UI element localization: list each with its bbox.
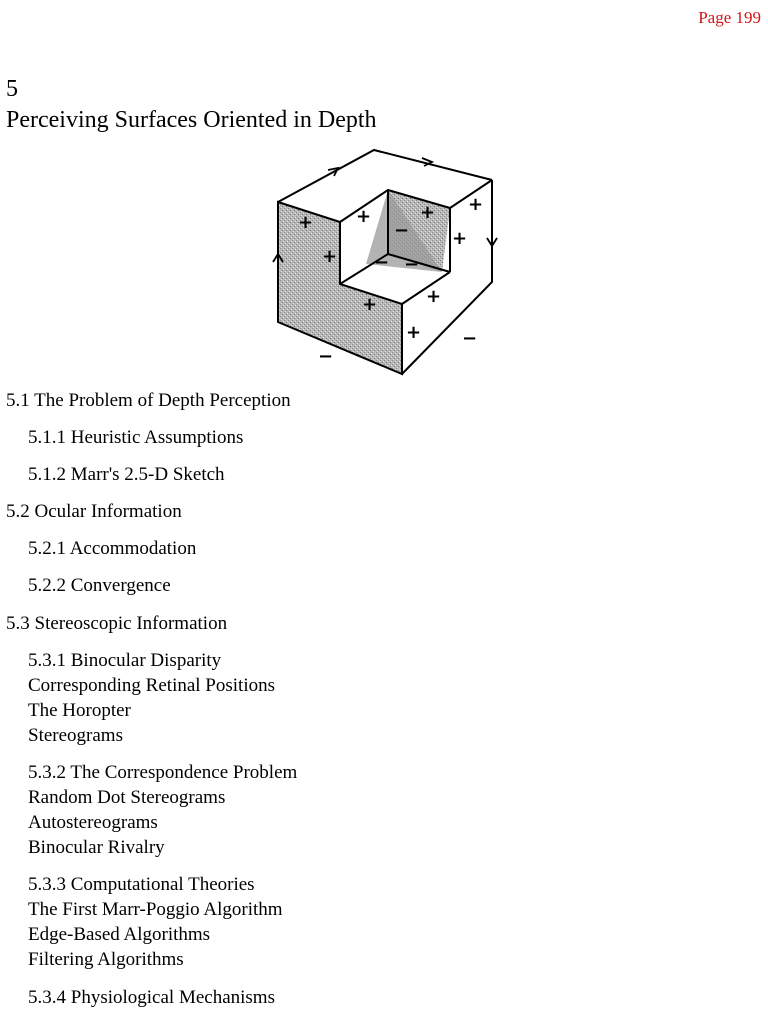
toc-topic[interactable]: Random Dot Stereograms (28, 787, 226, 808)
toc-subsection-5-3-3[interactable]: 5.3.3 Computational Theories (28, 874, 255, 895)
minus-label: − (374, 252, 390, 273)
toc-topic[interactable]: Filtering Algorithms (28, 949, 184, 970)
toc-section-5-2[interactable]: 5.2 Ocular Information (6, 501, 182, 522)
toc-subsection-5-2-2[interactable]: 5.2.2 Convergence (28, 575, 171, 596)
minus-label: − (404, 254, 420, 275)
chapter-title: Perceiving Surfaces Oriented in Depth (6, 107, 377, 133)
plus-label: + (298, 212, 314, 233)
minus-label: − (394, 220, 410, 241)
toc-topic[interactable]: Edge-Based Algorithms (28, 924, 211, 945)
plus-label: + (356, 206, 372, 227)
toc-topic[interactable]: The Horopter (28, 700, 131, 721)
plus-label: + (420, 202, 436, 223)
toc-subsection-5-1-1[interactable]: 5.1.1 Heuristic Assumptions (28, 427, 244, 448)
toc-topic[interactable]: The First Marr-Poggio Algorithm (28, 899, 283, 920)
toc-topic[interactable]: Corresponding Retinal Positions (28, 675, 275, 696)
plus-label: + (322, 246, 338, 267)
plus-label: + (406, 322, 422, 343)
toc-subsection-5-3-2[interactable]: 5.3.2 The Correspondence Problem (28, 762, 298, 783)
toc-section-5-1[interactable]: 5.1 The Problem of Depth Perception (6, 390, 291, 411)
toc-subsection-5-3-1[interactable]: 5.3.1 Binocular Disparity (28, 650, 222, 671)
toc-topic[interactable]: Stereograms (28, 725, 123, 746)
toc-subsection-5-3-4[interactable]: 5.3.4 Physiological Mechanisms (28, 987, 275, 1008)
toc-section-5-3[interactable]: 5.3 Stereoscopic Information (6, 613, 228, 634)
plus-label: + (452, 228, 468, 249)
page-number: Page 199 (698, 8, 761, 27)
toc-subsection-5-1-2[interactable]: 5.1.2 Marr's 2.5-D Sketch (28, 464, 225, 485)
notched-cube-figure (262, 142, 512, 382)
toc-topic[interactable]: Autostereograms (28, 812, 158, 833)
plus-label: + (426, 286, 442, 307)
toc-topic[interactable]: Binocular Rivalry (28, 837, 165, 858)
minus-label: − (318, 346, 334, 367)
toc-subsection-5-2-1[interactable]: 5.2.1 Accommodation (28, 538, 197, 559)
plus-label: + (468, 194, 484, 215)
cube-diagram-svg (262, 142, 512, 382)
chapter-number: 5 (6, 76, 18, 102)
plus-label: + (362, 294, 378, 315)
minus-label: − (462, 328, 478, 349)
